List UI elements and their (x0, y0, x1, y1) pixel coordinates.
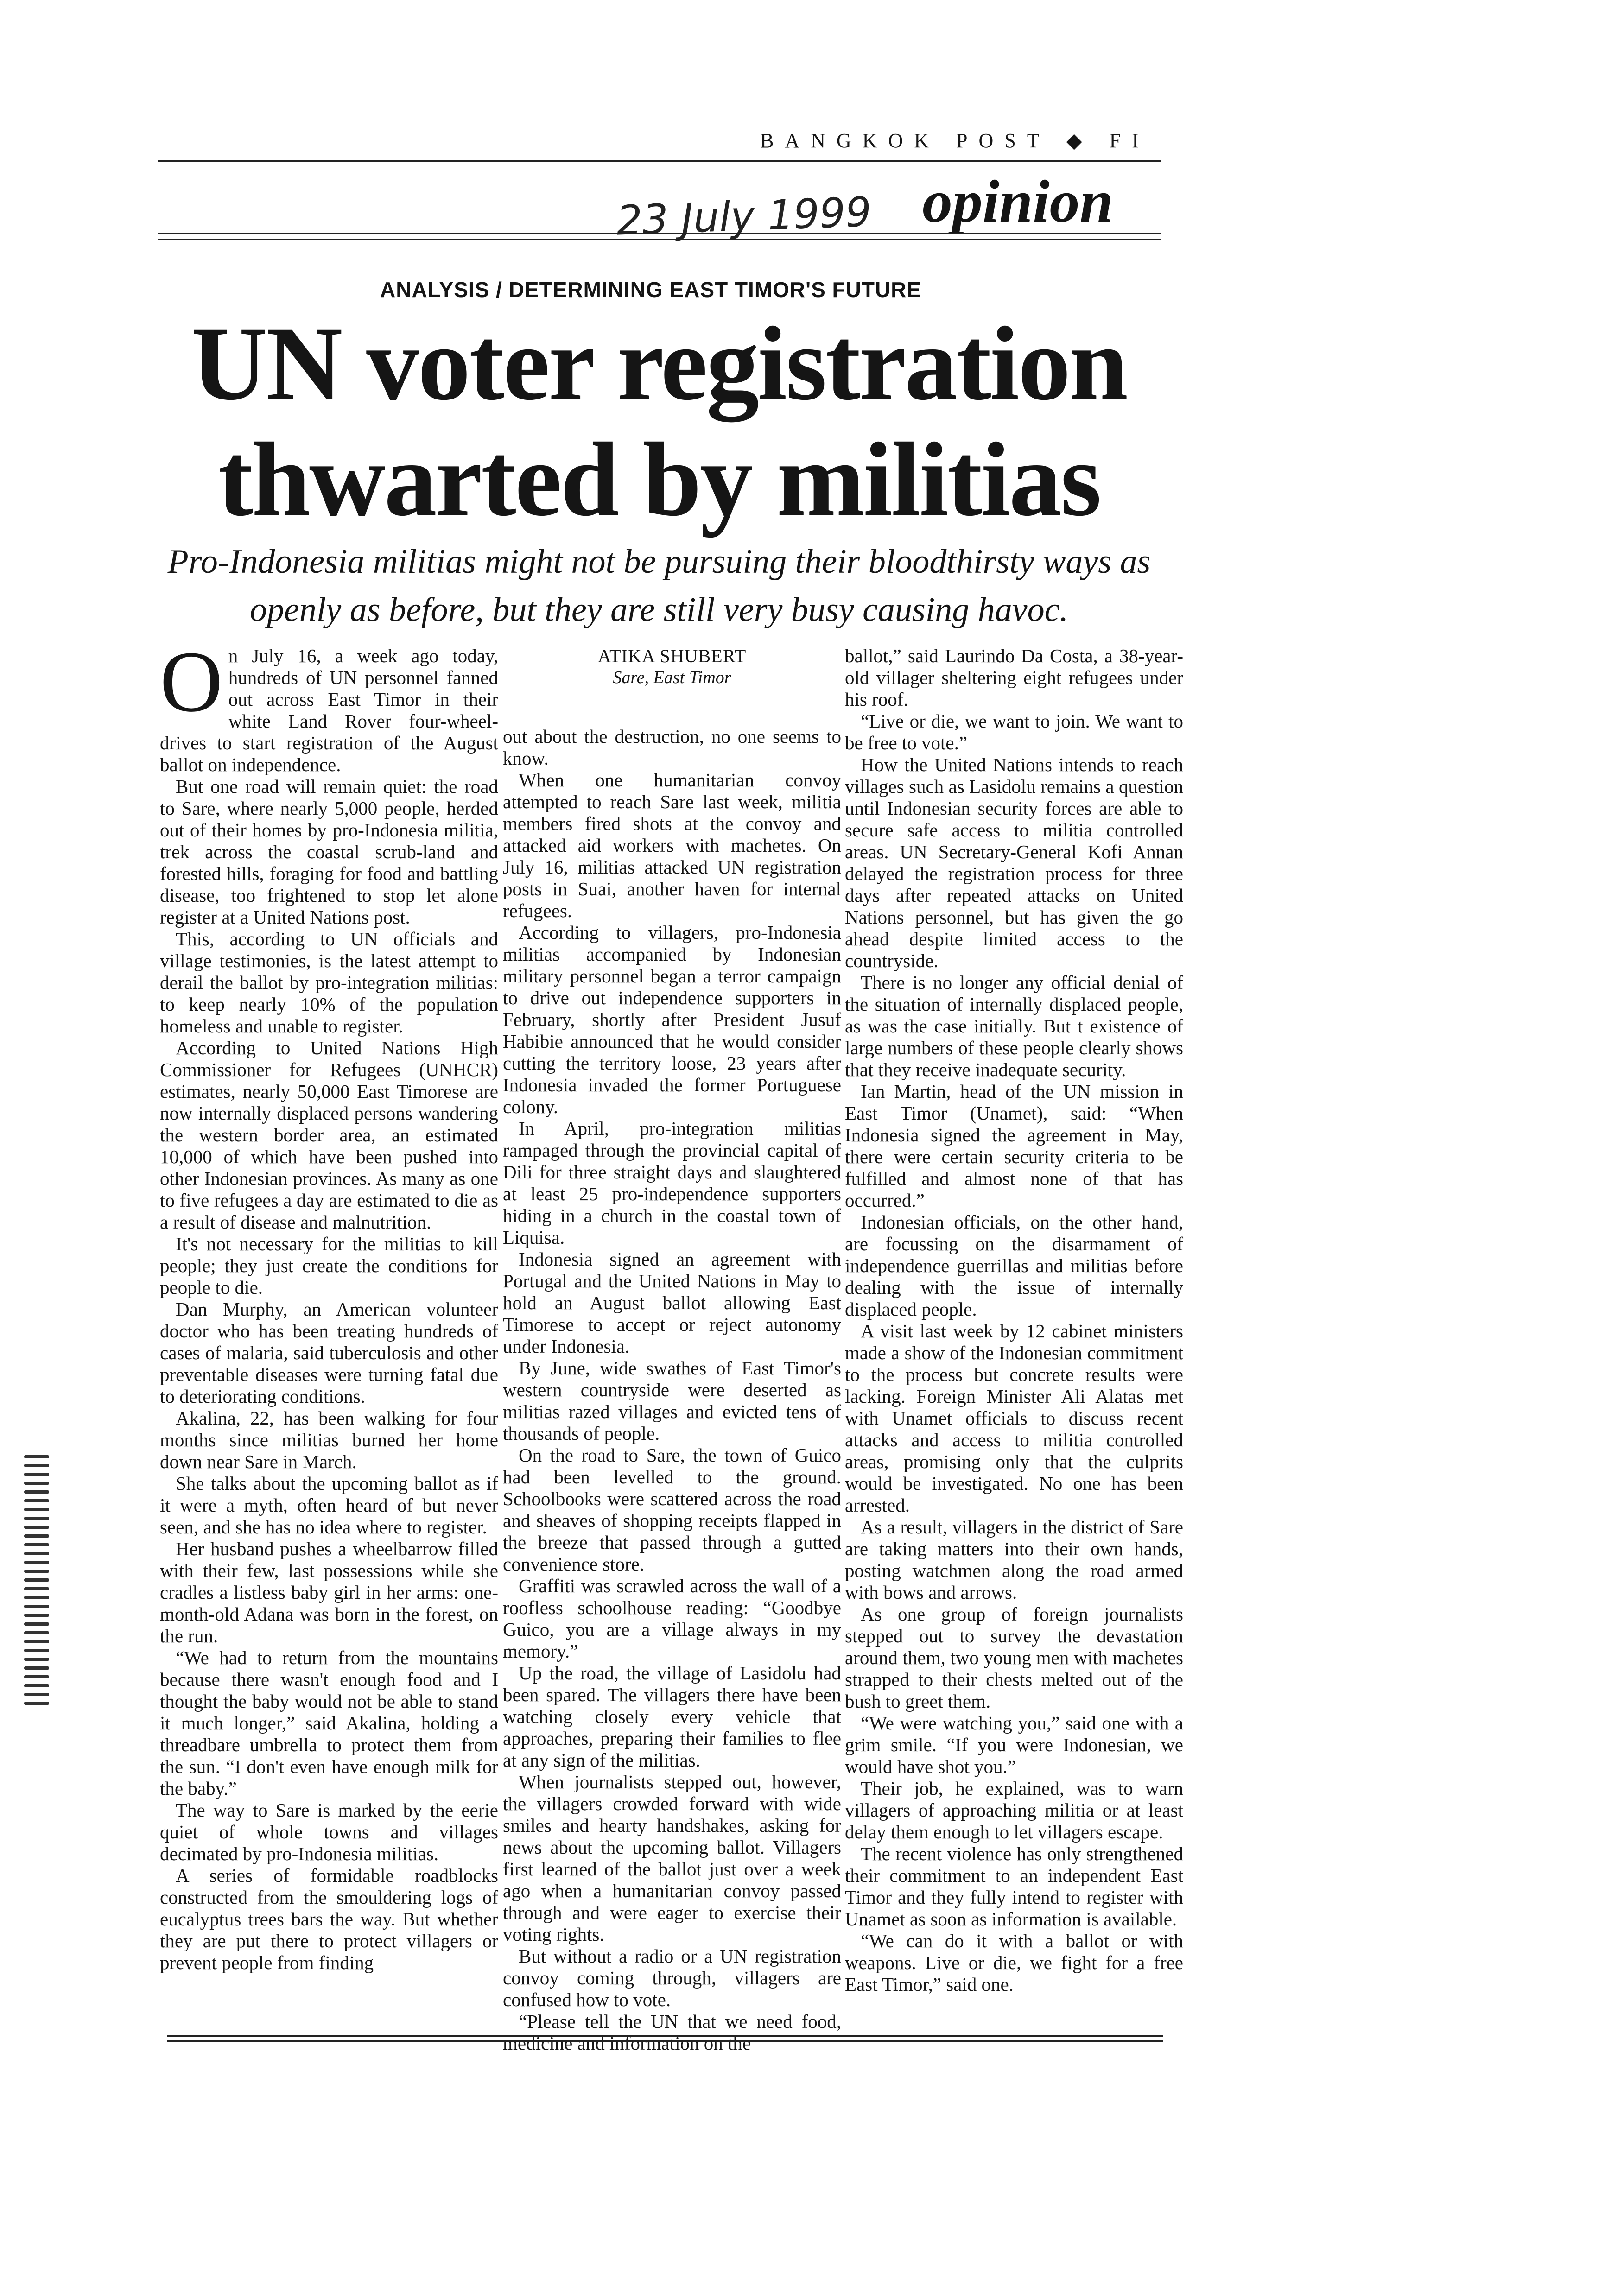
paragraph: Indonesian officials, on the other hand, are focussing on the disarmament of independence guerrillas and militias before dealing with the issue of internally displaced people. (845, 1211, 1183, 1320)
paragraph: Akalina, 22, has been walking for four months since militias burned her home down near Sare in March. (160, 1407, 498, 1472)
headline (158, 306, 1161, 538)
byline-place: Sare, East Timor (613, 668, 731, 687)
paragraph: Their job, he explained, was to warn villagers of approaching militia or at least delay them enough to let villagers escape. (845, 1778, 1183, 1843)
column-3 (845, 645, 1183, 1995)
paragraph: There is no longer any official denial of the situation of internally displaced people, as was the case initially. But t existence of large numbers of these people clearly shows that they receive inadequate security. (845, 972, 1183, 1080)
masthead-rule (158, 160, 1161, 162)
paragraph: Ian Martin, head of the UN mission in East Timor (Unamet), said: “When Indonesia signed the agreement in May, there were certain security criteria to be fulfilled and almost none of that has occurred.” (845, 1081, 1183, 1211)
handwritten-date: 23 July 1999 (615, 188, 872, 245)
paragraph: Dan Murphy, an American volunteer doctor who has been treating hundreds of cases of malaria, said tuberculosis and other preventable diseases were turning fatal due to deteriorating conditions. (160, 1298, 498, 1407)
paragraph: But one road will remain quiet: the road to Sare, where nearly 5,000 people, herded out of their homes by pro-Indonesia militia, trek across the coastal scrub-land and forested hills, foraging for food and battling disease, too frightened to stop let alone register at a United Nations post. (160, 776, 498, 928)
paragraph: Her husband pushes a wheelbarrow filled with their few, last possessions while she cradles a listless baby girl in her arms: one-month-old Adana was born in the forest, on the run. (160, 1538, 498, 1647)
paragraph: When journalists stepped out, however, the villagers crowded forward with wide smiles and hearty handshakes, asking for news about the upcoming ballot. Villagers first learned of the ballot just over a week ago when a humanitarian convoy passed through and were eager to exercise their voting rights. (503, 1771, 841, 1945)
paragraph: It's not necessary for the militias to kill people; they just create the conditions for people to die. (160, 1233, 498, 1298)
paragraph: Up the road, the village of Lasidolu had been spared. The villagers there have been watching closely every vehicle that approaches, preparing their families to flee at any sign of the militias. (503, 1662, 841, 1771)
paragraph: As a result, villagers in the district of Sare are taking matters into their own hands, posting watchmen along the road armed with bows and arrows. (845, 1516, 1183, 1603)
paragraph: “We can do it with a ballot or with weapons. Live or die, we fight for a free East Timor,” said one. (845, 1930, 1183, 1995)
byline-name: ATIKA SHUBERT (597, 646, 747, 666)
paragraph: This, according to UN officials and village testimonies, is the latest attempt to derail the ballot by pro-integration militias: to keep nearly 10% of the population homeless and unable to register. (160, 928, 498, 1037)
paragraph: A visit last week by 12 cabinet ministers made a show of the Indonesian commitment to the process but concrete results were lacking. Foreign Minister Ali Alatas met with Unamet officials to discuss recent attacks and access to militia controlled areas, promising only that the culprits would be investigated. No one has been arrested. (845, 1320, 1183, 1516)
section-rule (158, 233, 1161, 240)
paragraph: According to United Nations High Commissioner for Refugees (UNHCR) estimates, nearly 50,000 East Timorese are now internally displaced persons wandering the western border area, an estimated 10,000 of which have been pushed into other Indonesian provinces. As many as one to five refugees a day are estimated to die as a result of disease and malnutrition. (160, 1037, 498, 1233)
paragraph: How the United Nations intends to reach villages such as Lasidolu remains a question until Indonesian security forces are able to secure safe access to militia controlled areas. UN Secretary-General Kofi Annan delayed the registration process for three days after repeated attacks on United Nations personnel, but has given the go ahead despite limited access to the countryside. (845, 754, 1183, 971)
bottom-rule (167, 2035, 1163, 2042)
paragraph: The recent violence has only strengthened their commitment to an independent East Timor and they fully intend to register with Unamet as soon as information is available. (845, 1843, 1183, 1930)
paragraph: “Please tell the UN that we need food, medicine and information on the (503, 2011, 841, 2054)
paragraph: “Live or die, we want to join. We want to be free to vote.” (845, 710, 1183, 754)
paragraph: Graffiti was scrawled across the wall of a roofless schoolhouse reading: “Goodbye Guico, you are a village always in my memory.” (503, 1575, 841, 1662)
paragraph: By June, wide swathes of East Timor's western countryside were deserted as militias razed villages and evicted tens of thousands of people. (503, 1357, 841, 1444)
drop-cap: O (160, 633, 223, 730)
paragraph: As one group of foreign journalists stepped out to survey the devastation around them, two young men with machetes strapped to their chests melted out of the bush to greet them. (845, 1603, 1183, 1712)
binding-marks (24, 1455, 52, 1715)
masthead: BANGKOK POST ◆ FI (760, 129, 1150, 152)
byline (503, 645, 841, 689)
paragraph: In April, pro-integration militias rampaged through the provincial capital of Dili for three straight days and slaughtered at least 25 pro-independence supporters hiding in a church in the coastal town of Liquisa. (503, 1118, 841, 1248)
paragraph: n July 16, a week ago today, hundreds of UN personnel fanned out across East Timor in their white Land Rover four-wheel-drives to start registration of the August ballot on independence. (160, 645, 498, 775)
section-label: opinion (922, 168, 1113, 235)
paragraph: out about the destruction, no one seems to know. (503, 726, 841, 769)
paragraph: The way to Sare is marked by the eerie quiet of whole towns and villages decimated by pro-Indonesia militias. (160, 1799, 498, 1864)
kicker: ANALYSIS / DETERMINING EAST TIMOR'S FUTURE (380, 278, 922, 302)
paragraph: A series of formidable roadblocks constructed from the smouldering logs of eucalyptus trees bars the way. But whether they are put there to protect villagers or prevent people from finding (160, 1865, 498, 1973)
paragraph: “We were watching you,” said one with a grim smile. “If you were Indonesian, we would have shot you.” (845, 1712, 1183, 1777)
paragraph: When one humanitarian convoy attempted to reach Sare last week, militia members fired shots at the convoy and attacked aid workers with machetes. On July 16, militias attacked UN registration posts in Suai, another haven for internal refugees. (503, 769, 841, 921)
column-1 (160, 633, 498, 1974)
headline-line-2: thwarted by militias (218, 421, 1100, 538)
paragraph: She talks about the upcoming ballot as if it were a myth, often heard of but never seen, and she has no idea where to register. (160, 1473, 498, 1538)
column-2 (503, 645, 841, 2054)
paragraph: On the road to Sare, the town of Guico had been levelled to the ground. Schoolbooks were scattered across the road and sheaves of shopping receipts flapped in the breeze that passed through a gutted convenience store. (503, 1444, 841, 1575)
headline-line-1: UN voter registration (191, 305, 1127, 422)
paragraph: ballot,” said Laurindo Da Costa, a 38-year-old villager sheltering eight refugees under his roof. (845, 645, 1183, 710)
paragraph: “We had to return from the mountains because there wasn't enough food and I thought the baby would not be able to stand it much longer,” said Akalina, holding a threadbare umbrella to protect them from the sun. “I don't even have enough milk for the baby.” (160, 1647, 498, 1799)
paragraph: According to villagers, pro-Indonesia militias accompanied by Indonesian military personnel began a terror campaign to drive out independence supporters in February, shortly after President Jusuf Habibie announced that he would consider cutting the territory loose, 23 years after Indonesia invaded the former Portuguese colony. (503, 922, 841, 1117)
paragraph: Indonesia signed an agreement with Portugal and the United Nations in May to hold an August ballot allowing East Timorese to accept or reject autonomy under Indonesia. (503, 1248, 841, 1357)
paragraph: But without a radio or a UN registration convoy coming through, villagers are confused how to vote. (503, 1945, 841, 2010)
deck: Pro-Indonesia militias might not be pursuing their bloodthirsty ways as openly as before, but they are still very busy causing havoc. (167, 543, 1151, 629)
